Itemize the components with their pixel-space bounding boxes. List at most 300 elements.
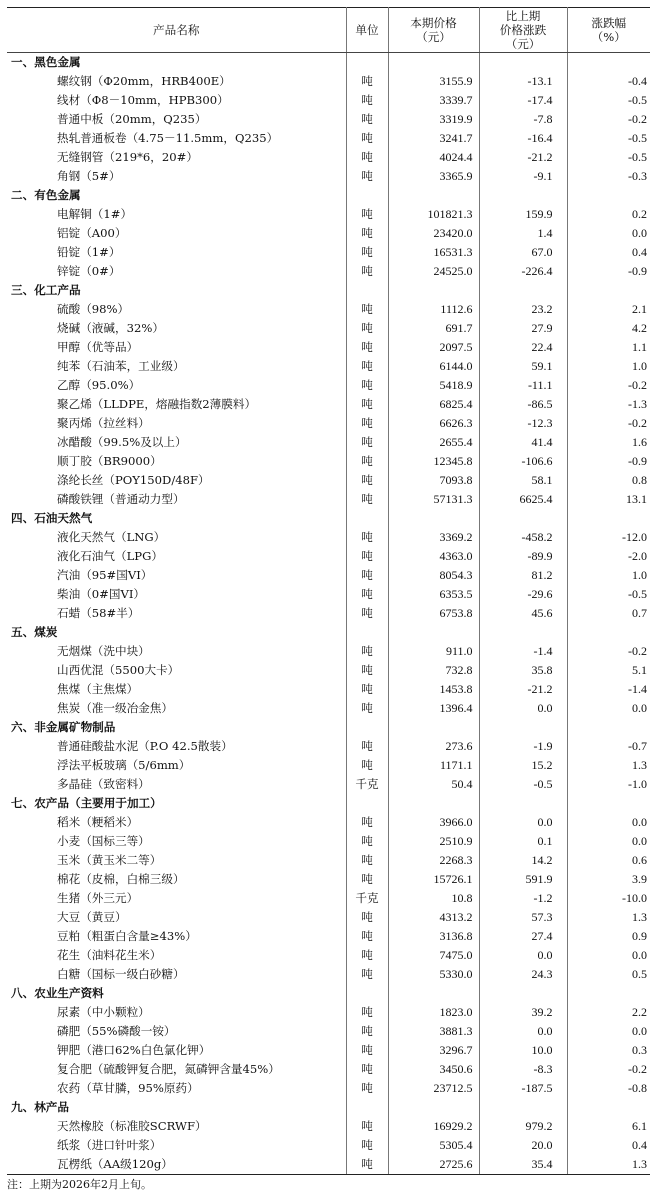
price-cell: 6353.5 <box>388 585 479 604</box>
unit-cell: 吨 <box>346 91 388 110</box>
change-cell: 41.4 <box>479 433 567 452</box>
change-cell <box>479 509 567 528</box>
change-cell: -226.4 <box>479 262 567 281</box>
percent-cell: -0.9 <box>567 262 650 281</box>
product-name: 热轧普通板卷（4.75－11.5mm，Q235） <box>7 129 346 148</box>
percent-cell <box>567 53 650 73</box>
price-cell: 24525.0 <box>388 262 479 281</box>
percent-cell <box>567 186 650 205</box>
change-cell <box>479 984 567 1003</box>
percent-cell: 0.3 <box>567 1041 650 1060</box>
unit-cell: 吨 <box>346 490 388 509</box>
percent-cell: 0.6 <box>567 851 650 870</box>
unit-cell: 吨 <box>346 1079 388 1098</box>
price-cell: 732.8 <box>388 661 479 680</box>
price-cell: 1112.6 <box>388 300 479 319</box>
price-cell <box>388 794 479 813</box>
percent-cell: -0.2 <box>567 110 650 129</box>
category-name: 五、煤炭 <box>7 623 346 642</box>
percent-cell: -2.0 <box>567 547 650 566</box>
product-name: 线材（Φ8－10mm，HPB300） <box>7 91 346 110</box>
change-cell: -458.2 <box>479 528 567 547</box>
percent-cell: 0.5 <box>567 965 650 984</box>
table-row <box>7 851 650 870</box>
change-cell: 57.3 <box>479 908 567 927</box>
price-cell <box>388 984 479 1003</box>
percent-cell: -12.0 <box>567 528 650 547</box>
percent-cell: -0.3 <box>567 167 650 186</box>
price-cell: 3369.2 <box>388 528 479 547</box>
table-row <box>7 357 650 376</box>
change-cell <box>479 718 567 737</box>
price-cell: 2725.6 <box>388 1155 479 1175</box>
table-row <box>7 243 650 262</box>
change-cell: 24.3 <box>479 965 567 984</box>
change-cell: -1.2 <box>479 889 567 908</box>
unit-cell <box>346 1098 388 1117</box>
price-cell: 6626.3 <box>388 414 479 433</box>
unit-cell: 吨 <box>346 395 388 414</box>
category-row <box>7 718 650 737</box>
table-row <box>7 756 650 775</box>
change-cell: 27.4 <box>479 927 567 946</box>
price-cell: 3241.7 <box>388 129 479 148</box>
table-row <box>7 1003 650 1022</box>
percent-cell: 2.2 <box>567 1003 650 1022</box>
change-cell: 6625.4 <box>479 490 567 509</box>
price-cell: 3155.9 <box>388 72 479 91</box>
percent-cell: -0.2 <box>567 1060 650 1079</box>
percent-cell <box>567 281 650 300</box>
category-name: 六、非金属矿物制品 <box>7 718 346 737</box>
price-cell: 4024.4 <box>388 148 479 167</box>
percent-cell: 2.1 <box>567 300 650 319</box>
header-current-price: 本期价格 （元） <box>388 8 479 53</box>
percent-cell: 0.9 <box>567 927 650 946</box>
unit-cell: 吨 <box>346 300 388 319</box>
header-price-change: 比上期 价格涨跌 （元） <box>479 8 567 53</box>
change-cell <box>479 53 567 73</box>
price-cell: 4363.0 <box>388 547 479 566</box>
unit-cell: 吨 <box>346 167 388 186</box>
table-row <box>7 870 650 889</box>
change-cell: -86.5 <box>479 395 567 414</box>
unit-cell <box>346 186 388 205</box>
price-cell: 2268.3 <box>388 851 479 870</box>
product-name: 焦炭（准一级冶金焦） <box>7 699 346 718</box>
price-cell: 3881.3 <box>388 1022 479 1041</box>
category-name: 七、农产品（主要用于加工） <box>7 794 346 813</box>
percent-cell: -0.2 <box>567 414 650 433</box>
price-cell: 6144.0 <box>388 357 479 376</box>
price-cell: 3966.0 <box>388 813 479 832</box>
product-name: 纯苯（石油苯，工业级） <box>7 357 346 376</box>
unit-cell: 吨 <box>346 642 388 661</box>
unit-cell: 吨 <box>346 813 388 832</box>
percent-cell: 1.3 <box>567 756 650 775</box>
change-cell: 58.1 <box>479 471 567 490</box>
unit-cell: 吨 <box>346 965 388 984</box>
table-row <box>7 1041 650 1060</box>
percent-cell: -0.5 <box>567 585 650 604</box>
price-cell: 3319.9 <box>388 110 479 129</box>
unit-cell: 吨 <box>346 338 388 357</box>
header-change-percent: 涨跌幅 （%） <box>567 8 650 53</box>
change-cell: -89.9 <box>479 547 567 566</box>
price-cell: 1823.0 <box>388 1003 479 1022</box>
unit-cell: 吨 <box>346 1022 388 1041</box>
product-name: 聚丙烯（拉丝料） <box>7 414 346 433</box>
price-cell: 2097.5 <box>388 338 479 357</box>
price-cell: 1396.4 <box>388 699 479 718</box>
unit-cell: 吨 <box>346 1117 388 1136</box>
price-cell: 7475.0 <box>388 946 479 965</box>
change-cell: -16.4 <box>479 129 567 148</box>
percent-cell: -0.5 <box>567 148 650 167</box>
table-row <box>7 547 650 566</box>
price-cell: 3450.6 <box>388 1060 479 1079</box>
table-row <box>7 528 650 547</box>
change-cell: 39.2 <box>479 1003 567 1022</box>
percent-cell: 1.3 <box>567 908 650 927</box>
percent-cell: 0.2 <box>567 205 650 224</box>
unit-cell: 吨 <box>346 376 388 395</box>
table-row <box>7 376 650 395</box>
unit-cell: 吨 <box>346 851 388 870</box>
price-table <box>7 7 650 1175</box>
product-name: 柴油（0#国VI） <box>7 585 346 604</box>
product-name: 涤纶长丝（POY150D/48F） <box>7 471 346 490</box>
product-name: 硫酸（98%） <box>7 300 346 319</box>
price-cell: 15726.1 <box>388 870 479 889</box>
price-cell: 5305.4 <box>388 1136 479 1155</box>
price-cell <box>388 623 479 642</box>
change-cell: 15.2 <box>479 756 567 775</box>
product-name: 锌锭（0#） <box>7 262 346 281</box>
price-cell: 4313.2 <box>388 908 479 927</box>
price-cell: 5418.9 <box>388 376 479 395</box>
table-row <box>7 965 650 984</box>
product-name: 汽油（95#国VI） <box>7 566 346 585</box>
unit-cell: 吨 <box>346 357 388 376</box>
percent-cell: 13.1 <box>567 490 650 509</box>
table-row <box>7 319 650 338</box>
unit-cell: 吨 <box>346 547 388 566</box>
table-row <box>7 129 650 148</box>
unit-cell: 吨 <box>346 585 388 604</box>
table-row <box>7 148 650 167</box>
product-name: 稻米（粳稻米） <box>7 813 346 832</box>
table-row <box>7 680 650 699</box>
percent-cell: 0.0 <box>567 1022 650 1041</box>
product-name: 天然橡胶（标准胶SCRWF） <box>7 1117 346 1136</box>
product-name: 乙醇（95.0%） <box>7 376 346 395</box>
percent-cell: 6.1 <box>567 1117 650 1136</box>
unit-cell: 吨 <box>346 110 388 129</box>
percent-cell <box>567 623 650 642</box>
table-row <box>7 908 650 927</box>
product-name: 花生（油料花生米） <box>7 946 346 965</box>
product-name: 生猪（外三元） <box>7 889 346 908</box>
product-name: 山西优混（5500大卡） <box>7 661 346 680</box>
table-row <box>7 338 650 357</box>
unit-cell: 吨 <box>346 471 388 490</box>
product-name: 无缝钢管（219*6，20#） <box>7 148 346 167</box>
price-cell: 23420.0 <box>388 224 479 243</box>
price-cell: 273.6 <box>388 737 479 756</box>
price-cell: 50.4 <box>388 775 479 794</box>
price-cell: 2655.4 <box>388 433 479 452</box>
price-cell: 16531.3 <box>388 243 479 262</box>
product-name: 复合肥（硫酸钾复合肥，氮磷钾含量45%） <box>7 1060 346 1079</box>
product-name: 电解铜（1#） <box>7 205 346 224</box>
change-cell: -1.9 <box>479 737 567 756</box>
product-name: 甲醇（优等品） <box>7 338 346 357</box>
unit-cell: 吨 <box>346 699 388 718</box>
product-name: 铝锭（A00） <box>7 224 346 243</box>
percent-cell: -0.5 <box>567 129 650 148</box>
table-row <box>7 167 650 186</box>
unit-cell: 吨 <box>346 243 388 262</box>
product-name: 棉花（皮棉，白棉三级） <box>7 870 346 889</box>
percent-cell <box>567 718 650 737</box>
change-cell: 591.9 <box>479 870 567 889</box>
category-name: 九、林产品 <box>7 1098 346 1117</box>
unit-cell: 吨 <box>346 1060 388 1079</box>
change-cell: 0.1 <box>479 832 567 851</box>
change-cell: 35.4 <box>479 1155 567 1175</box>
price-cell: 23712.5 <box>388 1079 479 1098</box>
table-row <box>7 1117 650 1136</box>
table-row <box>7 490 650 509</box>
category-name: 四、石油天然气 <box>7 509 346 528</box>
price-cell: 3136.8 <box>388 927 479 946</box>
percent-cell: -1.4 <box>567 680 650 699</box>
table-row <box>7 262 650 281</box>
percent-cell: 0.0 <box>567 813 650 832</box>
price-cell: 8054.3 <box>388 566 479 585</box>
table-row <box>7 1022 650 1041</box>
table-row <box>7 1136 650 1155</box>
change-cell: 14.2 <box>479 851 567 870</box>
change-cell: -12.3 <box>479 414 567 433</box>
change-cell <box>479 1098 567 1117</box>
unit-cell <box>346 718 388 737</box>
unit-cell: 吨 <box>346 433 388 452</box>
unit-cell: 吨 <box>346 148 388 167</box>
change-cell: -13.1 <box>479 72 567 91</box>
table-body <box>7 53 650 1175</box>
percent-cell: -1.3 <box>567 395 650 414</box>
header-product-name: 产品名称 <box>7 8 346 53</box>
percent-cell: 5.1 <box>567 661 650 680</box>
category-name: 一、黑色金属 <box>7 53 346 73</box>
price-cell: 1453.8 <box>388 680 479 699</box>
product-name: 浮法平板玻璃（5/6mm） <box>7 756 346 775</box>
table-row <box>7 1155 650 1175</box>
change-cell: 81.2 <box>479 566 567 585</box>
table-row <box>7 1079 650 1098</box>
change-cell: 22.4 <box>479 338 567 357</box>
category-row <box>7 509 650 528</box>
table-row <box>7 91 650 110</box>
product-name: 瓦楞纸（AA级120g） <box>7 1155 346 1175</box>
product-name: 玉米（黄玉米二等） <box>7 851 346 870</box>
table-row <box>7 300 650 319</box>
unit-cell: 吨 <box>346 528 388 547</box>
change-cell: -1.4 <box>479 642 567 661</box>
price-cell: 10.8 <box>388 889 479 908</box>
unit-cell: 吨 <box>346 832 388 851</box>
change-cell: -29.6 <box>479 585 567 604</box>
price-cell: 911.0 <box>388 642 479 661</box>
table-row <box>7 471 650 490</box>
change-cell: -21.2 <box>479 680 567 699</box>
percent-cell: -0.2 <box>567 376 650 395</box>
product-name: 钾肥（港口62%白色氯化钾） <box>7 1041 346 1060</box>
category-row <box>7 1098 650 1117</box>
percent-cell: 3.9 <box>567 870 650 889</box>
table-row <box>7 604 650 623</box>
change-cell: 45.6 <box>479 604 567 623</box>
unit-cell: 吨 <box>346 1041 388 1060</box>
price-cell: 57131.3 <box>388 490 479 509</box>
change-cell: -7.8 <box>479 110 567 129</box>
product-name: 普通中板（20mm，Q235） <box>7 110 346 129</box>
change-cell: 59.1 <box>479 357 567 376</box>
percent-cell: 0.0 <box>567 699 650 718</box>
price-cell: 7093.8 <box>388 471 479 490</box>
table-row <box>7 1060 650 1079</box>
product-name: 液化石油气（LPG） <box>7 547 346 566</box>
percent-cell: -10.0 <box>567 889 650 908</box>
footnote: 注：上期为2026年2月上旬。 <box>7 1178 152 1191</box>
change-cell: 1.4 <box>479 224 567 243</box>
product-name: 豆粕（粗蛋白含量≥43%） <box>7 927 346 946</box>
category-name: 八、农业生产资料 <box>7 984 346 1003</box>
table-row <box>7 737 650 756</box>
product-name: 焦煤（主焦煤） <box>7 680 346 699</box>
unit-cell: 吨 <box>346 1155 388 1175</box>
table-row <box>7 642 650 661</box>
unit-cell: 吨 <box>346 946 388 965</box>
product-name: 角钢（5#） <box>7 167 346 186</box>
percent-cell <box>567 984 650 1003</box>
percent-cell: 1.3 <box>567 1155 650 1175</box>
price-cell <box>388 718 479 737</box>
category-name: 二、有色金属 <box>7 186 346 205</box>
change-cell <box>479 623 567 642</box>
unit-cell <box>346 281 388 300</box>
change-cell: 0.0 <box>479 699 567 718</box>
unit-cell: 吨 <box>346 870 388 889</box>
unit-cell: 吨 <box>346 205 388 224</box>
table-row <box>7 433 650 452</box>
product-name: 液化天然气（LNG） <box>7 528 346 547</box>
table-row <box>7 813 650 832</box>
header-unit: 单位 <box>346 8 388 53</box>
unit-cell: 吨 <box>346 680 388 699</box>
change-cell: 67.0 <box>479 243 567 262</box>
percent-cell <box>567 794 650 813</box>
table-row <box>7 205 650 224</box>
percent-cell: -1.0 <box>567 775 650 794</box>
table-row <box>7 110 650 129</box>
category-row <box>7 794 650 813</box>
category-row <box>7 984 650 1003</box>
change-cell: -17.4 <box>479 91 567 110</box>
category-name: 三、化工产品 <box>7 281 346 300</box>
price-cell: 12345.8 <box>388 452 479 471</box>
category-row <box>7 186 650 205</box>
table-header-row <box>7 8 650 53</box>
product-name: 顺丁胶（BR9000） <box>7 452 346 471</box>
change-cell: -21.2 <box>479 148 567 167</box>
change-cell <box>479 794 567 813</box>
percent-cell <box>567 1098 650 1117</box>
unit-cell <box>346 53 388 73</box>
table-row <box>7 72 650 91</box>
product-name: 小麦（国标三等） <box>7 832 346 851</box>
unit-cell: 吨 <box>346 319 388 338</box>
unit-cell: 吨 <box>346 604 388 623</box>
price-cell: 6753.8 <box>388 604 479 623</box>
change-cell: 0.0 <box>479 1022 567 1041</box>
product-name: 普通硅酸盐水泥（P.O 42.5散装） <box>7 737 346 756</box>
change-cell: -187.5 <box>479 1079 567 1098</box>
percent-cell: 0.4 <box>567 1136 650 1155</box>
table-row <box>7 661 650 680</box>
category-row <box>7 281 650 300</box>
category-row <box>7 623 650 642</box>
unit-cell: 吨 <box>346 756 388 775</box>
percent-cell: -0.8 <box>567 1079 650 1098</box>
percent-cell: 1.0 <box>567 357 650 376</box>
product-name: 磷酸铁锂（普通动力型） <box>7 490 346 509</box>
table-row <box>7 395 650 414</box>
change-cell <box>479 281 567 300</box>
product-name: 白糖（国标一级白砂糖） <box>7 965 346 984</box>
change-cell: -106.6 <box>479 452 567 471</box>
percent-cell: -0.7 <box>567 737 650 756</box>
price-cell: 101821.3 <box>388 205 479 224</box>
product-name: 尿素（中小颗粒） <box>7 1003 346 1022</box>
percent-cell: 1.0 <box>567 566 650 585</box>
price-cell <box>388 509 479 528</box>
change-cell: 10.0 <box>479 1041 567 1060</box>
change-cell: 20.0 <box>479 1136 567 1155</box>
price-cell: 3365.9 <box>388 167 479 186</box>
unit-cell: 吨 <box>346 452 388 471</box>
unit-cell: 千克 <box>346 889 388 908</box>
percent-cell: -0.4 <box>567 72 650 91</box>
percent-cell: 0.0 <box>567 946 650 965</box>
price-cell: 1171.1 <box>388 756 479 775</box>
percent-cell: -0.2 <box>567 642 650 661</box>
table-row <box>7 699 650 718</box>
unit-cell: 吨 <box>346 224 388 243</box>
table-row <box>7 566 650 585</box>
unit-cell: 吨 <box>346 414 388 433</box>
price-cell <box>388 53 479 73</box>
table-row <box>7 585 650 604</box>
change-cell: -9.1 <box>479 167 567 186</box>
price-cell: 3339.7 <box>388 91 479 110</box>
price-cell <box>388 281 479 300</box>
unit-cell <box>346 623 388 642</box>
product-name: 大豆（黄豆） <box>7 908 346 927</box>
change-cell: 979.2 <box>479 1117 567 1136</box>
